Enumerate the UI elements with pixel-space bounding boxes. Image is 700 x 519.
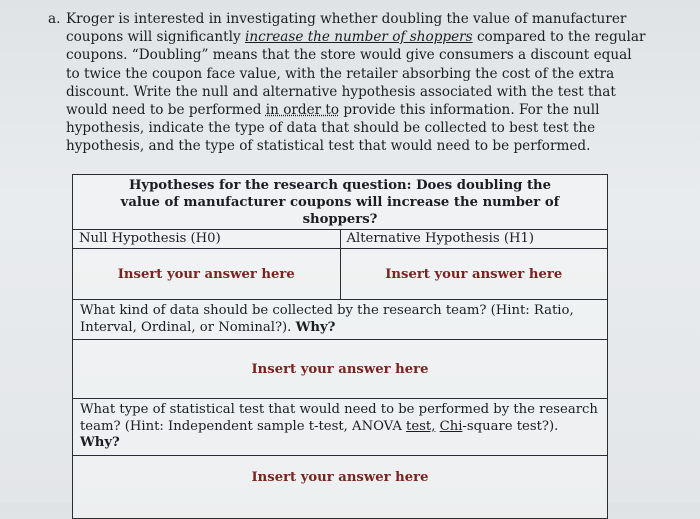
question-part2: compared to the regular coupons. “Doubling” means that the store would give consumers a discount equal to twice the coupon face value, with the retailer absorbing the cost of the extra discount. Write the null and alternative hypothesis associated with the test that would need to be performed xyxy=(66,29,646,119)
hypothesis-headers xyxy=(73,230,607,249)
null-hypothesis-header: Null Hypothesis (H0) xyxy=(79,231,221,246)
question-text xyxy=(48,10,648,156)
data-type-question xyxy=(73,300,607,340)
null-answer-field[interactable]: Insert your answer here xyxy=(117,266,295,282)
test-question-a: What type of statistical test that would need to be performed by the research team? (Hint: Independent sample t-test, ANOVA xyxy=(80,402,598,434)
alt-hypothesis-header: Alternative Hypothesis (H1) xyxy=(340,230,608,248)
hypothesis-answers xyxy=(73,249,607,300)
question-part1: Kroger is interested in investigating whether doubling the value of manufacturer coupons will significantly xyxy=(66,11,627,46)
question-emphasis: increase the number of shoppers xyxy=(244,29,473,46)
test-question-b: -square test?). xyxy=(462,418,559,434)
data-type-question-text: What kind of data should be collected by the research team? (Hint: Ratio, Interval, Ordinal, or Nominal?). xyxy=(80,303,574,335)
alt-answer-field[interactable]: Insert your answer here xyxy=(340,249,608,299)
test-question-u2: Chi xyxy=(439,418,463,434)
hypotheses-title: Hypotheses for the research question: Does doubling the value of manufacturer coupons will increase the number of shoppers? xyxy=(73,175,607,230)
data-type-answer-field[interactable]: Insert your answer here xyxy=(73,340,607,399)
answer-table xyxy=(72,174,608,519)
test-type-why: Why? xyxy=(80,435,120,450)
test-type-question xyxy=(73,399,607,456)
question-part3: provide this information. For the null hypothesis, indicate the type of data that should be collected to best test the hypothesis, and the type of statistical test that would need to be performed. xyxy=(66,102,600,155)
question-label: a. xyxy=(48,11,61,27)
data-type-why: Why? xyxy=(295,319,336,335)
question-dashed: in order to xyxy=(265,102,340,119)
test-question-u1: test, xyxy=(406,418,436,434)
test-type-answer-field[interactable]: Insert your answer here xyxy=(251,469,429,485)
question-body xyxy=(66,10,648,156)
